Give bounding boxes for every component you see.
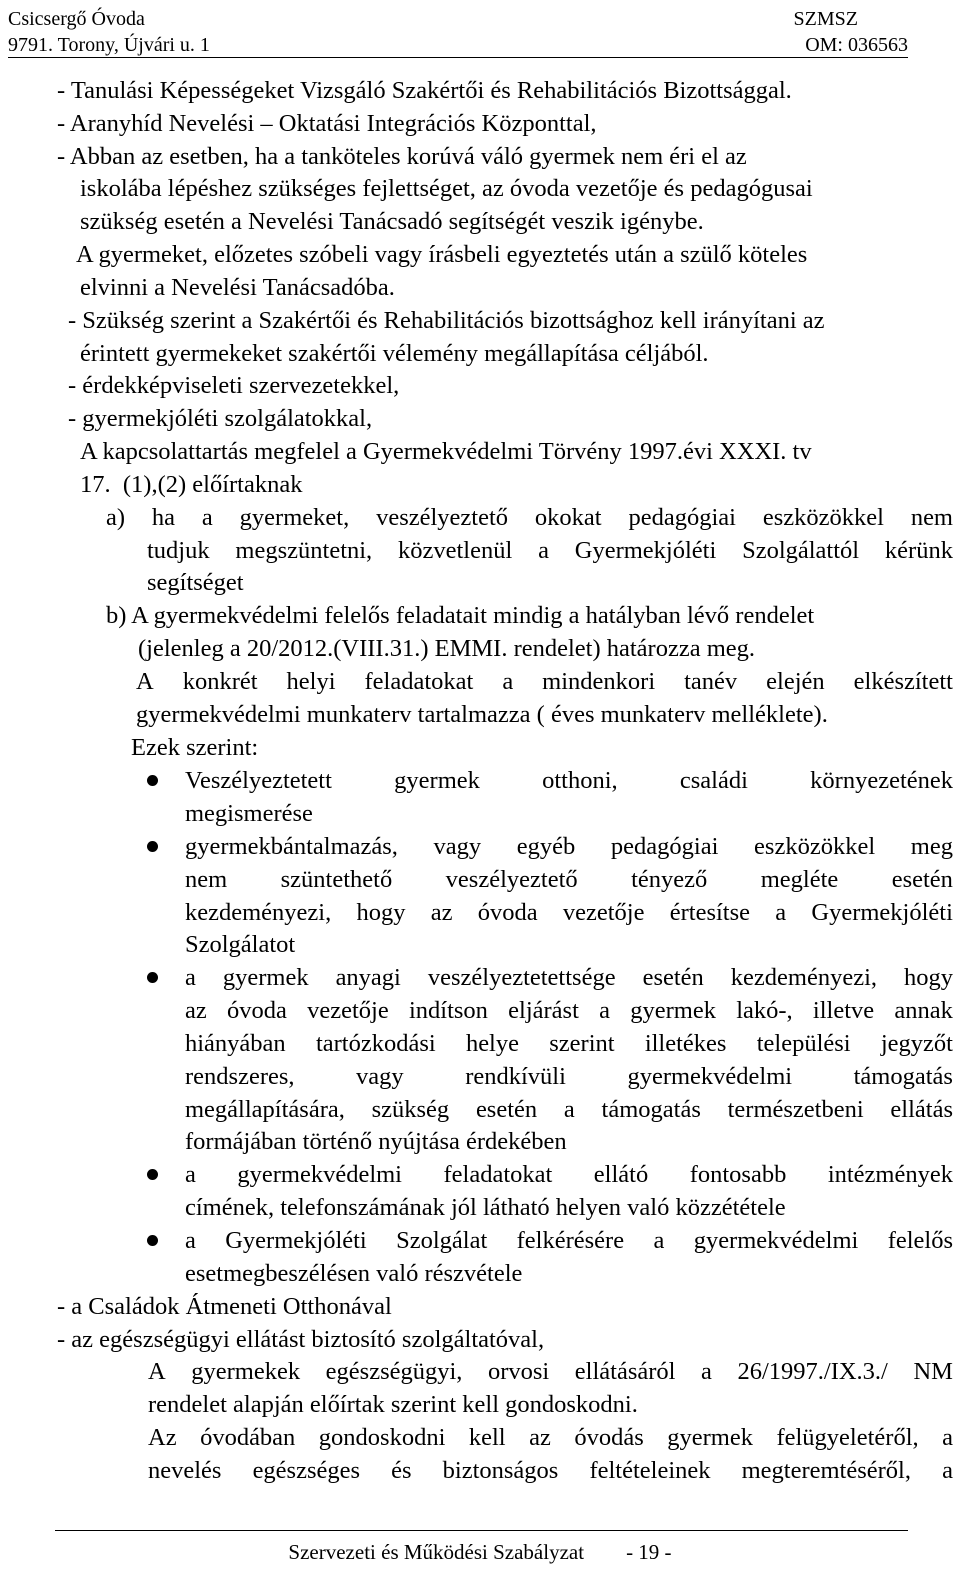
text-line: - az egészségügyi ellátást biztosító szolgáltatóval,: [57, 1326, 545, 1353]
text-line: címének, telefonszámának jól látható helyen való közzététele: [185, 1194, 786, 1221]
text-line: elvinni a Nevelési Tanácsadóba.: [80, 274, 395, 301]
text-line: A gyermekek egészségügyi, orvosi ellátásáról a 26/1997./IX.3./ NM: [148, 1358, 953, 1385]
doc-code: SZMSZ: [793, 8, 858, 30]
text-line: szükség esetén a Nevelési Tanácsadó segítségét veszik igénybe.: [80, 208, 704, 235]
text-line: Az óvodában gondoskodni kell az óvodás gyermek felügyeletéről, a: [148, 1424, 953, 1451]
footer-title: Szervezeti és Működési Szabályzat: [288, 1540, 585, 1564]
text-line: (jelenleg a 20/2012.(VIII.31.) EMMI. rendelet) határozza meg.: [138, 635, 756, 662]
page-number: - 19 -: [626, 1540, 672, 1564]
text-line: A gyermeket, előzetes szóbeli vagy írásbeli egyeztetés után a szülő köteles: [76, 241, 808, 268]
text-line: megállapítására, szükség esetén a támogatás természetbeni ellátás: [185, 1096, 953, 1123]
bullet-item: Veszélyeztetett gyermek otthoni, családi környezetének: [185, 767, 953, 794]
text-line: rendelet alapján előírtak szerint kell gondoskodni.: [148, 1391, 638, 1418]
page-footer: [0, 1539, 960, 1565]
text-line: megismerése: [185, 800, 313, 827]
text-line: nem szüntethető veszélyeztető tényező megléte esetén: [185, 866, 953, 893]
header-row-1: [8, 6, 908, 32]
text-line: tudjuk megszüntetni, közvetlenül a Gyermekjóléti Szolgálattól kérünk: [147, 537, 953, 564]
text-line: 17. (1),(2) előírtaknak: [80, 471, 303, 498]
text-line: esetmegbeszélésen való részvétele: [185, 1260, 523, 1287]
footer-divider: [55, 1530, 908, 1531]
header-row-2: [8, 32, 908, 58]
text-line: A kapcsolattartás megfelel a Gyermekvédelmi Törvény 1997.évi XXXI. tv: [80, 438, 812, 465]
text-line: kezdeményezi, hogy az óvoda vezetője értesítse a Gyermekjóléti: [185, 899, 953, 926]
header-divider: [8, 57, 908, 58]
org-address: 9791. Torony, Újvári u. 1: [8, 34, 210, 56]
bullet-icon: [147, 841, 158, 852]
text-line: formájában történő nyújtása érdekében: [185, 1128, 567, 1155]
org-name: Csicsergő Óvoda: [8, 8, 145, 30]
text-line: rendszeres, vagy rendkívüli gyermekvédelmi támogatás: [185, 1063, 953, 1090]
bullet-icon: [147, 972, 158, 983]
text-line: - Szükség szerint a Szakértői és Rehabilitációs bizottsághoz kell irányítani az: [68, 307, 825, 334]
text-line: - gyermekjóléti szolgálatokkal,: [68, 405, 373, 432]
list-item-a: a) ha a gyermeket, veszélyeztető okokat pedagógiai eszközökkel nem: [106, 504, 953, 531]
text-line: - érdekképviseleti szervezetekkel,: [68, 372, 400, 399]
page-header: [0, 6, 960, 58]
bullet-item: a Gyermekjóléti Szolgálat felkérésére a gyermekvédelmi felelős: [185, 1227, 953, 1254]
text-line: - Abban az esetben, ha a tanköteles korúvá váló gyermek nem éri el az: [57, 143, 747, 170]
text-line: - a Családok Átmeneti Otthonával: [57, 1293, 392, 1320]
bullet-item: a gyermekvédelmi feladatokat ellátó fontosabb intézmények: [185, 1161, 953, 1188]
list-item-b: b) A gyermekvédelmi felelős feladatait mindig a hatályban lévő rendelet: [106, 602, 815, 629]
text-line: gyermekvédelmi munkaterv tartalmazza ( éves munkaterv melléklete).: [136, 701, 828, 728]
text-line: az óvoda vezetője indítson eljárást a gyermek lakó-, illetve annak: [185, 997, 953, 1024]
bullet-item: a gyermek anyagi veszélyeztetettsége esetén kezdeményezi, hogy: [185, 964, 953, 991]
bullet-icon: [147, 1235, 158, 1246]
text-line: iskolába lépéshez szükséges fejlettséget, az óvoda vezetője és pedagógusai: [80, 175, 813, 202]
text-line: - Aranyhíd Nevelési – Oktatási Integrációs Központtal,: [57, 110, 597, 137]
text-line: segítséget: [147, 569, 244, 596]
text-line: hiányában tartózkodási helye szerint illetékes települési jegyzőt: [185, 1030, 953, 1057]
bullet-icon: [147, 775, 158, 786]
bullet-item: gyermekbántalmazás, vagy egyéb pedagógiai eszközökkel meg: [185, 833, 953, 860]
text-line: érintett gyermekeket szakértői vélemény megállapítása céljából.: [80, 340, 709, 367]
text-line: nevelés egészséges és biztonságos feltételeinek megteremtéséről, a: [148, 1457, 953, 1484]
text-line: Szolgálatot: [185, 931, 296, 958]
om-number: OM: 036563: [805, 34, 908, 56]
bullet-icon: [147, 1169, 158, 1180]
text-line: - Tanulási Képességeket Vizsgáló Szakértői és Rehabilitációs Bizottsággal.: [57, 77, 792, 104]
text-line: Ezek szerint:: [131, 734, 259, 761]
text-line: A konkrét helyi feladatokat a mindenkori tanév elején elkészített: [136, 668, 953, 695]
